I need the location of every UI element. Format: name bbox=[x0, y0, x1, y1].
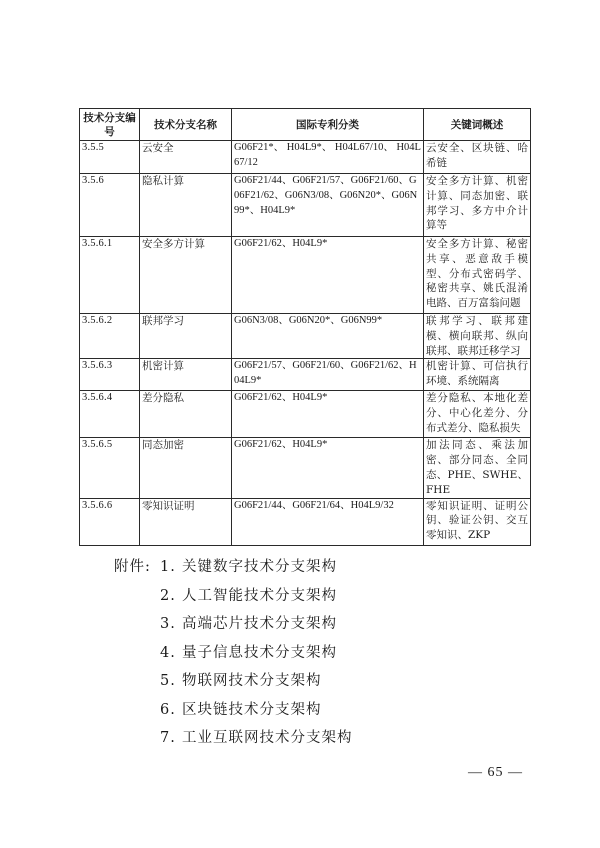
annex-item-number: 2. bbox=[160, 587, 176, 604]
list-item bbox=[114, 724, 353, 753]
annex-item-title: 物联网技术分支架构 bbox=[182, 673, 322, 689]
ipc-codes: G06F21*、 H04L9*、 H04L67/10、 H04L67/12 bbox=[232, 141, 424, 174]
table-row bbox=[80, 359, 531, 391]
table-row bbox=[80, 391, 531, 438]
list-item bbox=[114, 553, 353, 582]
annex-label: 附件: bbox=[114, 559, 151, 575]
tech-branch-table bbox=[79, 108, 531, 546]
ipc-codes: G06F21/57、G06F21/60、G06F21/62、H04L9* bbox=[232, 359, 424, 391]
branch-name: 安全多方计算 bbox=[140, 237, 232, 314]
keywords: 机密计算、可信执行环境、系统隔离 bbox=[424, 359, 531, 391]
annex-item-title: 量子信息技术分支架构 bbox=[182, 644, 337, 661]
annex-item-number: 5. bbox=[160, 673, 176, 689]
branch-name: 机密计算 bbox=[140, 359, 232, 391]
list-item bbox=[114, 610, 353, 639]
keywords: 零知识证明、证明公钥、验证公钥、交互零知识、ZKP bbox=[424, 498, 531, 545]
annex-item-number: 3. bbox=[160, 616, 176, 632]
keywords: 加法同态、乘法加密、部分同态、全同态、PHE、SWHE、FHE bbox=[424, 438, 531, 498]
page-number: — 65 — bbox=[468, 765, 523, 780]
ipc-codes: G06F21/62、H04L9* bbox=[232, 438, 424, 498]
table-row bbox=[80, 438, 531, 498]
table-row bbox=[80, 174, 531, 237]
branch-code: 3.5.6.2 bbox=[80, 314, 140, 359]
ipc-codes: G06F21/62、H04L9* bbox=[232, 391, 424, 438]
table-header-row bbox=[80, 109, 531, 141]
header-branch-name: 技术分支名称 bbox=[140, 109, 232, 141]
annex-item-number: 4. bbox=[160, 644, 176, 661]
ipc-codes: G06F21/44、G06F21/57、G06F21/60、G06F21/62、G06N3/08、G06N20*、G06N99*、H04L9* bbox=[232, 174, 424, 237]
branch-code: 3.5.6.4 bbox=[80, 391, 140, 438]
header-branch-code: 技术分支编号 bbox=[80, 109, 140, 141]
header-ipc: 国际专利分类 bbox=[232, 109, 424, 141]
keywords: 联邦学习、联邦建模、横向联邦、纵向联邦、联邦迁移学习 bbox=[424, 314, 531, 359]
branch-code: 3.5.5 bbox=[80, 141, 140, 174]
branch-name: 隐私计算 bbox=[140, 174, 232, 237]
ipc-codes: G06F21/62、H04L9* bbox=[232, 237, 424, 314]
branch-name: 云安全 bbox=[140, 141, 232, 174]
ipc-codes: G06N3/08、G06N20*、G06N99* bbox=[232, 314, 424, 359]
table-row bbox=[80, 314, 531, 359]
keywords: 安全多方计算、秘密共享、恶意敌手模型、分布式密码学、秘密共享、姚氏混淆电路、百万富翁问题 bbox=[424, 237, 531, 314]
table-row bbox=[80, 498, 531, 545]
branch-code: 3.5.6.3 bbox=[80, 359, 140, 391]
branch-name: 同态加密 bbox=[140, 438, 232, 498]
annex-item-number: 7. bbox=[160, 730, 176, 746]
annex-item-title: 高端芯片技术分支架构 bbox=[182, 616, 337, 632]
annex-item-title: 工业互联网技术分支架构 bbox=[182, 730, 353, 746]
annex-item-title: 关键数字技术分支架构 bbox=[182, 559, 337, 575]
branch-code: 3.5.6.1 bbox=[80, 237, 140, 314]
list-item bbox=[114, 639, 353, 668]
annex-item-title: 区块链技术分支架构 bbox=[182, 701, 322, 718]
annex-item-title: 人工智能技术分支架构 bbox=[182, 587, 337, 604]
list-item bbox=[114, 667, 353, 696]
branch-name: 差分隐私 bbox=[140, 391, 232, 438]
annex-item-number: 1. bbox=[160, 559, 176, 575]
branch-code: 3.5.6.5 bbox=[80, 438, 140, 498]
keywords: 安全多方计算、机密计算、同态加密、联邦学习、多方中介计算等 bbox=[424, 174, 531, 237]
list-item bbox=[114, 696, 353, 725]
keywords: 云安全、区块链、哈希链 bbox=[424, 141, 531, 174]
annex-item-number: 6. bbox=[160, 701, 176, 718]
table-row bbox=[80, 141, 531, 174]
table-row bbox=[80, 237, 531, 314]
annex-list bbox=[114, 553, 353, 753]
keywords: 差分隐私、本地化差分、中心化差分、分布式差分、隐私损失 bbox=[424, 391, 531, 438]
list-item bbox=[114, 582, 353, 611]
branch-name: 零知识证明 bbox=[140, 498, 232, 545]
branch-code: 3.5.6 bbox=[80, 174, 140, 237]
branch-code: 3.5.6.6 bbox=[80, 498, 140, 545]
ipc-codes: G06F21/44、G06F21/64、H04L9/32 bbox=[232, 498, 424, 545]
branch-name: 联邦学习 bbox=[140, 314, 232, 359]
header-keywords: 关键词概述 bbox=[424, 109, 531, 141]
